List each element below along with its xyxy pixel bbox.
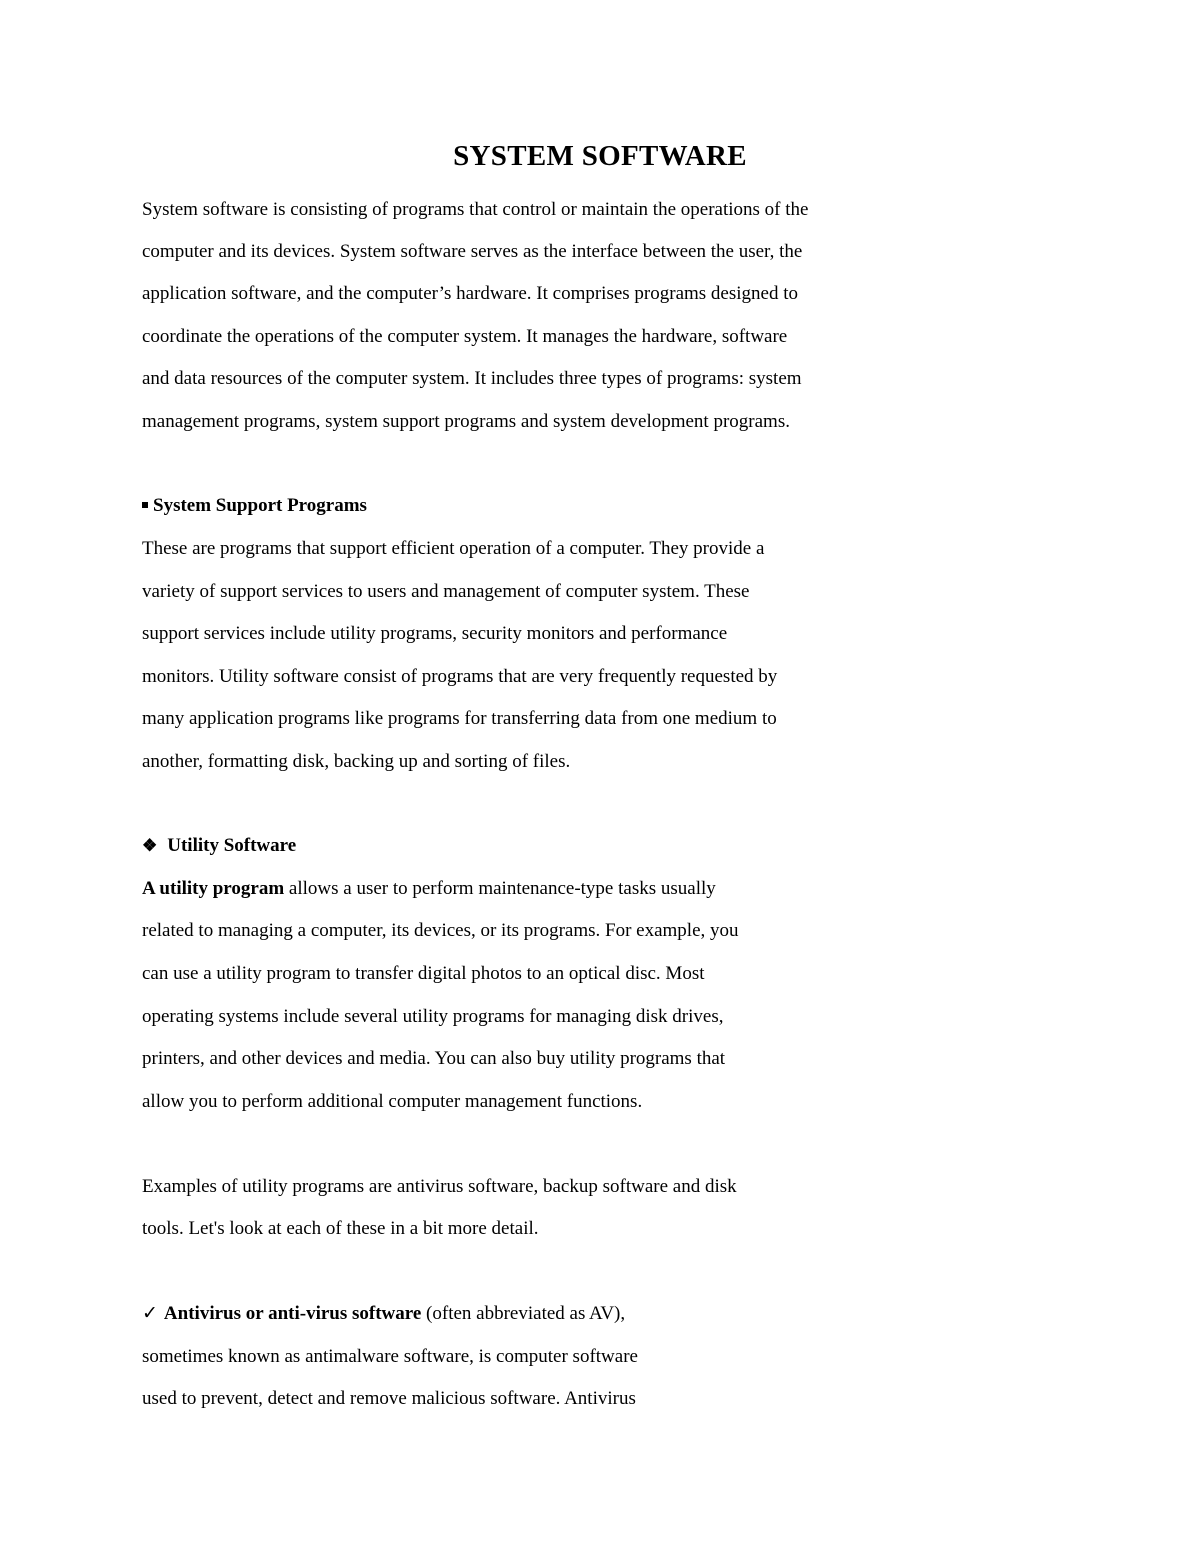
utility-term: A utility program <box>142 878 285 899</box>
utility-heading: Utility Software <box>167 835 297 856</box>
support-line: another, formatting disk, backing up and sorting of files. <box>142 751 571 772</box>
support-line: support services include utility programs, security monitors and performance <box>142 623 728 644</box>
support-line: These are programs that support efficient operation of a computer. They provide a <box>142 538 765 559</box>
intro-line: System software is consisting of programs that control or maintain the operations of the <box>142 199 809 220</box>
utility-line: related to managing a computer, its devices, or its programs. For example, you <box>142 920 739 941</box>
utility-line: allow you to perform additional computer management functions. <box>142 1091 643 1112</box>
utility-first-line-rest: allows a user to perform maintenance-type tasks usually <box>284 878 716 899</box>
intro-line: and data resources of the computer system. It includes three types of programs: system <box>142 368 802 389</box>
support-line: monitors. Utility software consist of programs that are very frequently requested by <box>142 666 778 687</box>
support-heading-row <box>142 494 367 518</box>
utility-line: can use a utility program to transfer digital photos to an optical disc. Most <box>142 963 705 984</box>
intro-line: coordinate the operations of the computer system. It manages the hardware, software <box>142 326 788 347</box>
utility-line: printers, and other devices and media. You can also buy utility programs that <box>142 1048 726 1069</box>
checkmark-bullet-icon: ✓ <box>142 1303 158 1324</box>
support-line: variety of support services to users and management of computer system. These <box>142 581 750 602</box>
diamond-bullet-icon: ❖ <box>142 836 158 855</box>
examples-line: Examples of utility programs are antivirus software, backup software and disk <box>142 1176 737 1197</box>
intro-line: application software, and the computer’s hardware. It comprises programs designed to <box>142 283 799 304</box>
page-title: SYSTEM SOFTWARE <box>453 140 747 172</box>
support-heading: System Support Programs <box>153 495 367 516</box>
intro-line: computer and its devices. System software serves as the interface between the user, the <box>142 241 803 262</box>
support-line: many application programs like programs for transferring data from one medium to <box>142 708 777 729</box>
antivirus-heading-rest: (often abbreviated as AV), <box>421 1303 626 1324</box>
antivirus-term: Antivirus or anti-virus software <box>163 1303 422 1324</box>
antivirus-heading-row <box>142 1302 625 1326</box>
examples-line: tools. Let's look at each of these in a bit more detail. <box>142 1218 539 1239</box>
utility-line: operating systems include several utility programs for managing disk drives, <box>142 1006 724 1027</box>
antivirus-line: sometimes known as antimalware software, is computer software <box>142 1346 638 1367</box>
antivirus-line: used to prevent, detect and remove malicious software. Antivirus <box>142 1388 636 1409</box>
square-bullet-icon <box>142 502 148 508</box>
intro-line: management programs, system support programs and system development programs. <box>142 411 790 432</box>
utility-first-line <box>142 877 716 901</box>
utility-heading-row <box>142 834 296 858</box>
